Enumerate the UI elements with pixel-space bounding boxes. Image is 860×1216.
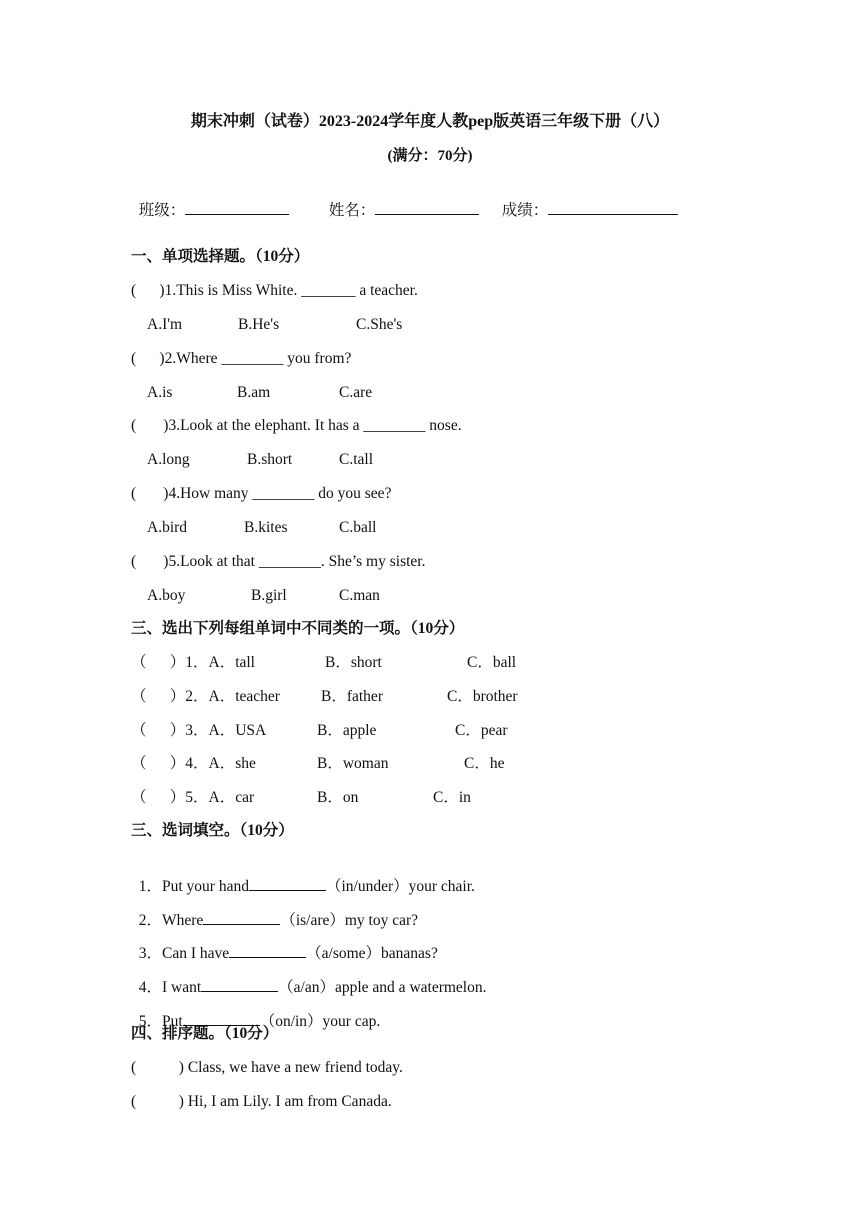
- section2-heading: 三、选出下列每组单词中不同类的一项。（10分）: [131, 620, 465, 637]
- option-a[interactable]: A.bird: [147, 519, 188, 536]
- option-a[interactable]: A.long: [147, 451, 190, 468]
- word-group-row: （ ）2．A．teacher: [131, 688, 280, 705]
- option-c[interactable]: C.are: [339, 384, 373, 401]
- name-blank[interactable]: [375, 200, 479, 215]
- class-field[interactable]: [131, 180, 289, 221]
- fill-blank[interactable]: [201, 977, 278, 992]
- question-stem: ( )3.Look at the elephant. It has a ________ nose.: [131, 417, 462, 434]
- option-c[interactable]: C.ball: [339, 519, 377, 536]
- fill-item-suffix: （on/in）your cap.: [259, 1013, 381, 1030]
- class-blank[interactable]: [185, 200, 289, 215]
- option-a[interactable]: A.boy: [147, 587, 186, 604]
- word-group-row: （ ）3．A．USA: [131, 722, 267, 739]
- order-item: ( ) Class, we have a new friend today.: [131, 1059, 403, 1076]
- option-a[interactable]: A.I'm: [147, 316, 183, 333]
- word-group-row: （ ）4．A．she: [131, 755, 256, 772]
- section1-heading: 一、单项选择题。（10分）: [131, 248, 310, 265]
- word-option-c[interactable]: C．he: [464, 755, 505, 772]
- option-b[interactable]: B.short: [247, 451, 293, 468]
- option-b[interactable]: B.He's: [238, 316, 280, 333]
- score-note: (满分：70分): [387, 148, 473, 164]
- question-stem: ( )1.This is Miss White. _______ a teacher.: [131, 282, 418, 299]
- word-group-row: （ ）1．A．tall: [131, 654, 255, 671]
- word-option-b[interactable]: B．father: [321, 688, 383, 705]
- name-field[interactable]: [321, 180, 479, 221]
- option-c[interactable]: C.tall: [339, 451, 374, 468]
- fill-item-suffix: （is/are）my toy car?: [280, 912, 419, 929]
- fill-blank[interactable]: [249, 876, 326, 891]
- word-option-b[interactable]: B．on: [317, 789, 359, 806]
- fill-blank[interactable]: [229, 943, 306, 958]
- section4-heading: 四、排序题。（10分）: [131, 1025, 279, 1042]
- fill-item-prefix: 1．Put your hand: [138, 878, 249, 895]
- fill-item-prefix: 3．Can I have: [138, 945, 230, 962]
- option-c[interactable]: C.man: [339, 587, 380, 604]
- word-option-c[interactable]: C．brother: [447, 688, 518, 705]
- option-b[interactable]: B.am: [237, 384, 271, 401]
- option-a[interactable]: A.is: [147, 384, 173, 401]
- score-blank[interactable]: [548, 200, 678, 215]
- question-stem: ( )2.Where ________ you from?: [131, 350, 352, 367]
- word-group-row: （ ）5．A．car: [131, 789, 255, 806]
- option-b[interactable]: B.kites: [244, 519, 288, 536]
- word-option-c[interactable]: C．in: [433, 789, 471, 806]
- word-option-c[interactable]: C．ball: [467, 654, 517, 671]
- word-option-b[interactable]: B．woman: [317, 755, 389, 772]
- section3-heading: 三、选词填空。（10分）: [131, 822, 294, 839]
- fill-item-suffix: （a/some）bananas?: [306, 945, 438, 962]
- question-stem: ( )4.How many ________ do you see?: [131, 485, 392, 502]
- word-option-c[interactable]: C．pear: [455, 722, 508, 739]
- fill-item-suffix: （in/under）your chair.: [325, 878, 475, 895]
- question-stem: ( )5.Look at that ________. She’s my sister.: [131, 553, 426, 570]
- option-c[interactable]: C.She's: [356, 316, 403, 333]
- page-title: 期末冲刺（试卷）2023-2024学年度人教pep版英语三年级下册（八）: [190, 113, 670, 130]
- score-label: 成绩：: [501, 202, 549, 219]
- order-item: ( ) Hi, I am Lily. I am from Canada.: [131, 1093, 392, 1110]
- fill-item-prefix: 4．I want: [138, 979, 202, 996]
- score-field[interactable]: [494, 180, 678, 221]
- fill-item-prefix: 2．Where: [138, 912, 204, 929]
- word-option-b[interactable]: B．short: [325, 654, 382, 671]
- name-label: 姓名：: [328, 202, 376, 219]
- option-b[interactable]: B.girl: [251, 587, 287, 604]
- class-label: 班级：: [138, 202, 186, 219]
- fill-item-prefix: 5．Put: [138, 1013, 183, 1030]
- word-option-b[interactable]: B．apple: [317, 722, 377, 739]
- fill-item-suffix: （a/an）apple and a watermelon.: [278, 979, 487, 996]
